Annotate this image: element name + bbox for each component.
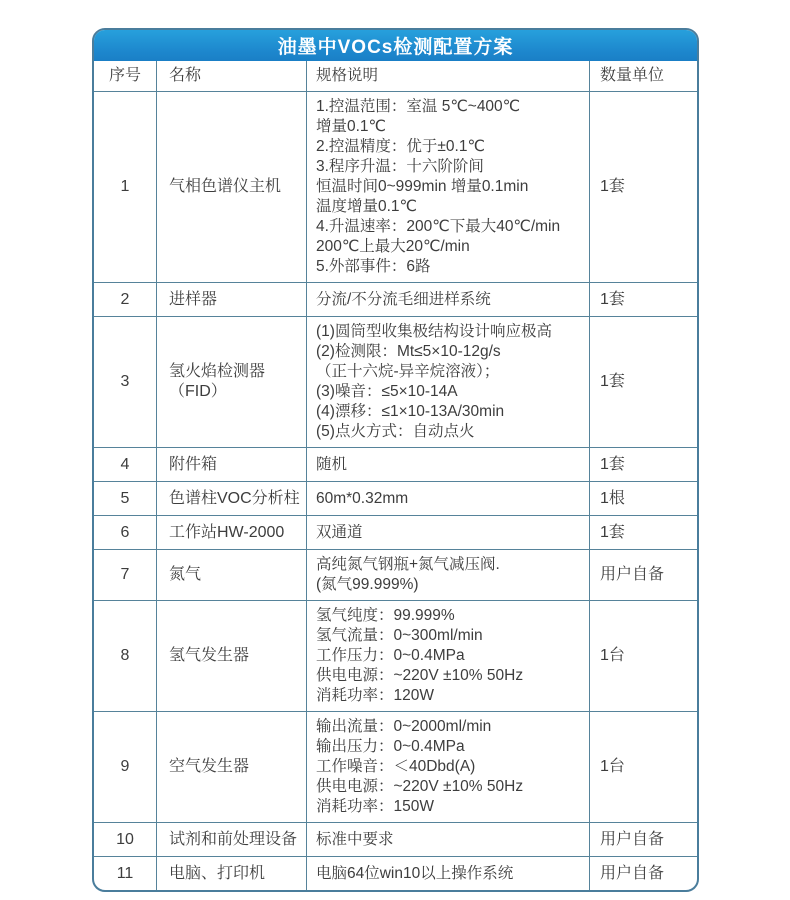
- spec-line: 工作压力：0~0.4MPa: [316, 647, 465, 664]
- column-header-qty: 数量单位: [589, 61, 697, 91]
- item-name-cell: 氮气: [156, 550, 306, 600]
- column-header-spec: 规格说明: [306, 61, 589, 91]
- quantity-cell: 用户自备: [589, 823, 697, 856]
- row-number-cell: 4: [120, 455, 130, 473]
- table-row: [94, 481, 697, 515]
- quantity-cell: 1套: [589, 283, 697, 316]
- spec-line: 电脑64位win10以上操作系统: [316, 864, 514, 882]
- item-name-cell: 电脑、打印机: [156, 857, 306, 890]
- quantity-cell: 1套: [589, 516, 697, 549]
- table-row: [94, 91, 697, 282]
- row-number-cell: 11: [116, 864, 134, 882]
- row-number-cell: 2: [120, 290, 130, 308]
- spec-cell: [306, 516, 589, 549]
- row-number-cell: 7: [120, 566, 130, 583]
- item-name-cell: 空气发生器: [156, 712, 306, 822]
- column-header-no: 序号: [108, 67, 141, 84]
- table-title-banner: [94, 30, 697, 61]
- quantity-cell: 1套: [589, 448, 697, 481]
- spec-cell: [306, 92, 589, 282]
- spec-cell: [306, 482, 589, 515]
- table-row: [94, 600, 697, 711]
- spec-line: 消耗功率：150W: [316, 798, 434, 815]
- table-body: [94, 91, 697, 890]
- spec-line: (4)漂移：≤1×10-13A/30min: [316, 403, 505, 420]
- spec-cell: [306, 823, 589, 856]
- table-row: [94, 316, 697, 447]
- quantity-cell: 1根: [589, 482, 697, 515]
- spec-line: (5)点火方式：自动点火: [316, 423, 475, 440]
- table-row: [94, 822, 697, 856]
- row-number-cell: 10: [116, 830, 134, 848]
- spec-line: 随机: [316, 455, 348, 473]
- spec-line: 双通道: [316, 523, 363, 541]
- spec-line: 1.控温范围：室温 5℃~400℃: [316, 98, 521, 115]
- quantity-cell: 1台: [589, 601, 697, 711]
- item-name-cell: 附件箱: [156, 448, 306, 481]
- table-row: [94, 515, 697, 549]
- row-number-cell: 3: [120, 373, 130, 390]
- item-name-cell: 试剂和前处理设备: [156, 823, 306, 856]
- quantity-cell: 用户自备: [589, 550, 697, 600]
- spec-line: (2)检测限：Mt≤5×10-12g/s: [316, 343, 501, 360]
- item-name-cell: 色谱柱VOC分析柱: [156, 482, 306, 515]
- spec-line: (氮气99.999%): [316, 576, 419, 593]
- spec-line: 分流/不分流毛细进样系统: [316, 290, 491, 308]
- page-title: 油墨中VOCs检测配置方案: [277, 37, 514, 58]
- spec-line: 氢气流量：0~300ml/min: [316, 627, 483, 644]
- column-header-name: 名称: [156, 61, 306, 91]
- spec-line: 消耗功率：120W: [316, 687, 434, 704]
- spec-line: 3.程序升温：十六阶阶间: [316, 158, 484, 175]
- row-number-cell: 9: [120, 758, 130, 775]
- spec-cell: [306, 283, 589, 316]
- spec-line: (3)噪音：≤5×10-14A: [316, 383, 458, 400]
- item-name-cell: 气相色谱仪主机: [156, 92, 306, 282]
- spec-cell: [306, 550, 589, 600]
- spec-line: 200℃上最大20℃/min: [316, 238, 470, 255]
- spec-cell: [306, 448, 589, 481]
- row-number-cell: 8: [120, 647, 130, 664]
- quantity-cell: 1台: [589, 712, 697, 822]
- spec-line: 供电电源：~220V ±10% 50Hz: [316, 778, 524, 795]
- spec-line: (1)圆筒型收集极结构设计响应极高: [316, 323, 552, 340]
- table-row: [94, 447, 697, 481]
- spec-line: 高纯氮气钢瓶+氮气减压阀.: [316, 556, 500, 573]
- quantity-cell: 用户自备: [589, 857, 697, 890]
- spec-line: 供电电源：~220V ±10% 50Hz: [316, 667, 524, 684]
- spec-line: 温度增量0.1℃: [316, 198, 417, 215]
- quantity-cell: 1套: [589, 317, 697, 447]
- spec-line: 恒温时间0~999min 增量0.1min: [316, 178, 529, 195]
- item-name-cell: 氢气发生器: [156, 601, 306, 711]
- config-table: [92, 28, 699, 892]
- spec-line: 氢气纯度：99.999%: [316, 607, 455, 624]
- spec-line: 5.外部事件：6路: [316, 258, 431, 275]
- item-name-cell: 工作站HW-2000: [156, 516, 306, 549]
- spec-line: 输出压力：0~0.4MPa: [316, 738, 465, 755]
- table-row: [94, 549, 697, 600]
- row-number-cell: 6: [120, 523, 130, 541]
- table-row: [94, 856, 697, 890]
- spec-line: 标准中要求: [316, 830, 394, 848]
- row-number-cell: 5: [120, 489, 130, 507]
- spec-line: 增量0.1℃: [316, 118, 386, 135]
- table-row: [94, 282, 697, 316]
- spec-cell: [306, 317, 589, 447]
- spec-cell: [306, 712, 589, 822]
- spec-cell: [306, 601, 589, 711]
- spec-cell: [306, 857, 589, 890]
- spec-line: 工作噪音：＜40Dbd(A): [316, 758, 476, 775]
- spec-line: （正十六烷-异辛烷溶液）；: [316, 363, 500, 380]
- item-name-cell: 进样器: [156, 283, 306, 316]
- spec-line: 4.升温速率：200℃下最大40℃/min: [316, 218, 561, 235]
- spec-line: 60m*0.32mm: [316, 489, 409, 507]
- spec-line: 2.控温精度：优于±0.1℃: [316, 138, 485, 155]
- quantity-cell: 1套: [589, 92, 697, 282]
- item-name-cell: 氢火焰检测器（FID）: [156, 317, 306, 447]
- table-header-row: [94, 61, 697, 91]
- spec-line: 输出流量：0~2000ml/min: [316, 718, 492, 735]
- table-row: [94, 711, 697, 822]
- row-number-cell: 1: [120, 178, 130, 195]
